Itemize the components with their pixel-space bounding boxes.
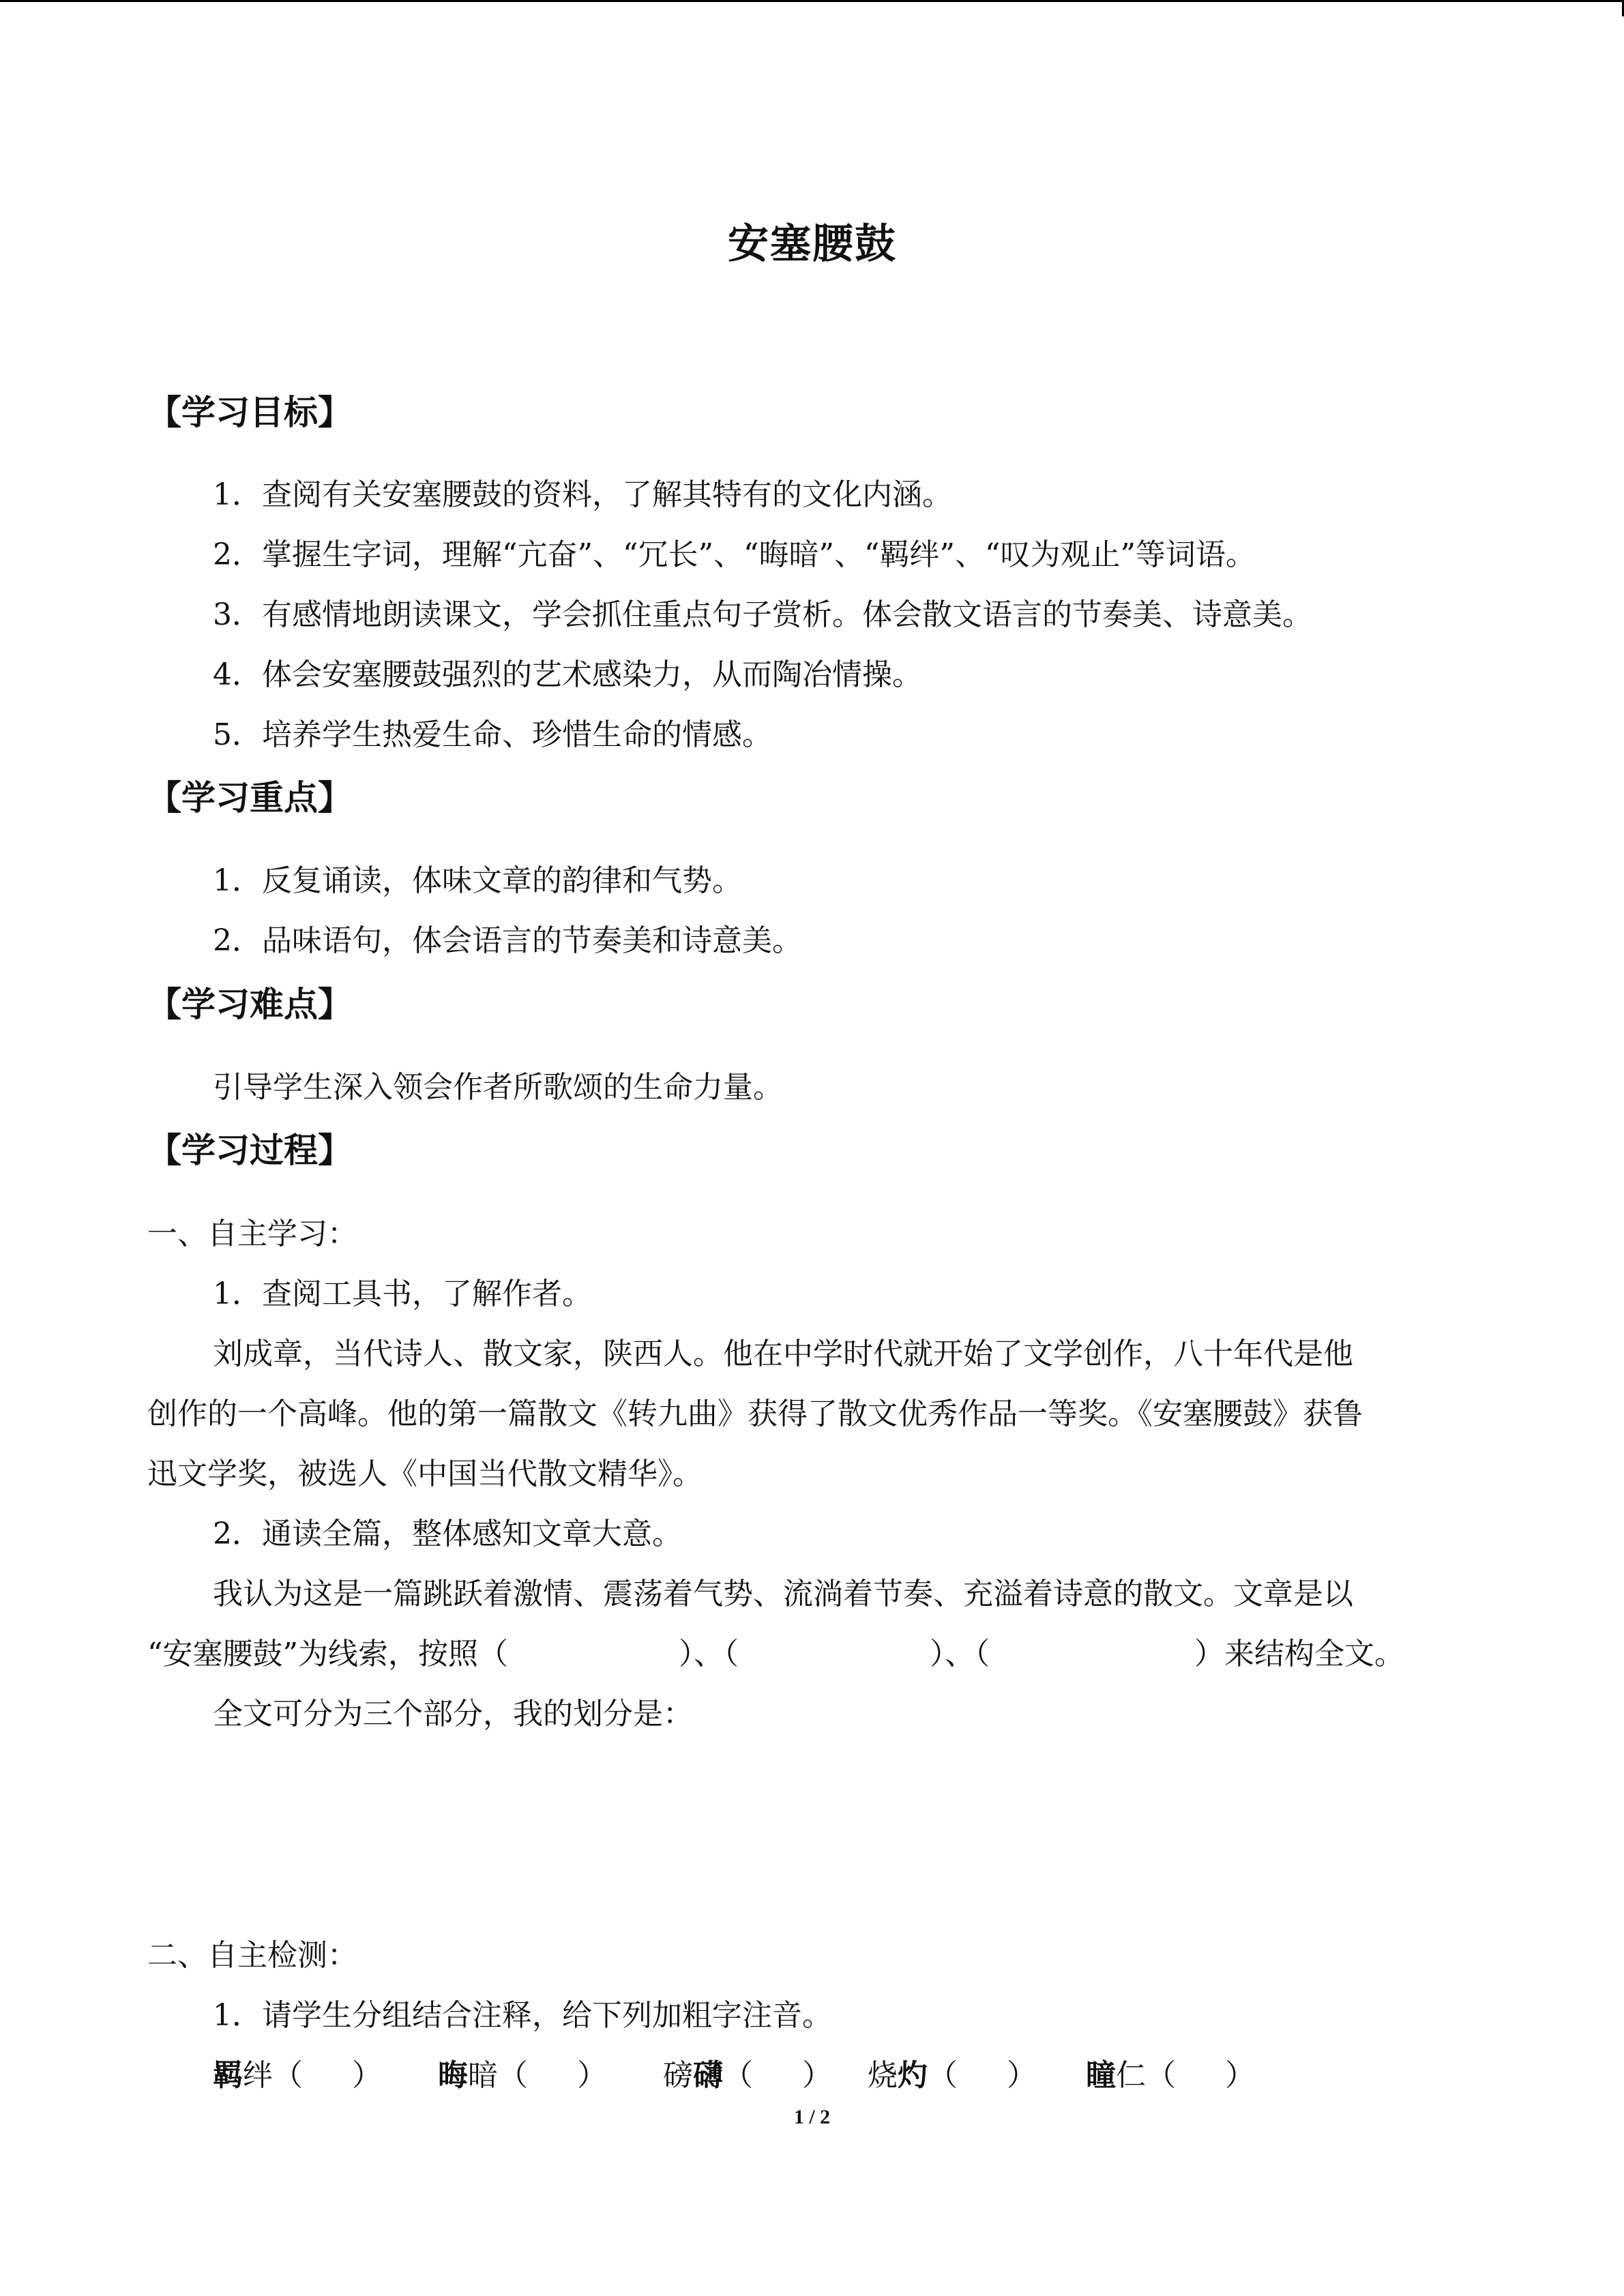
pinyin-word-list <box>213 2055 1255 2096</box>
key-point-item-1: 1．反复诵读，体味文章的韵律和气势。 <box>213 863 742 898</box>
word-close: ） <box>1007 2058 1037 2093</box>
intro-line-2-sep-1: ）、（ <box>679 1637 739 1671</box>
objective-item-2: 2．掌握生字词，理解“亢奋”、“冗长”、“晦暗”、“羁绊”、“叹为观止”等词语。 <box>213 537 1256 572</box>
word-close: ） <box>802 2058 832 2093</box>
word-item-1 <box>213 2055 438 2096</box>
intro-line-1: 我认为这是一篇跳跃着激情、震荡着气势、流淌着节奏、充溢着诗意的散文。文章是以 <box>213 1577 1353 1611</box>
difficulty-text: 引导学生深入领会作者所歌颂的生命力量。 <box>213 1070 783 1105</box>
word-item-4 <box>868 2055 1086 2096</box>
intro-line-2 <box>147 1634 1404 1675</box>
page-number: 1 / 2 <box>793 2106 831 2128</box>
objective-item-3: 3．有感情地朗读课文，学会抓住重点句子赏析。体会散文语言的节奏美、诗意美。 <box>213 597 1312 632</box>
heading-key-points: 【学习重点】 <box>147 778 352 818</box>
bold-char: 瞳 <box>1086 2058 1116 2093</box>
word-pre: 磅 <box>663 2058 693 2093</box>
division-text: 全文可分为三个部分，我的划分是： <box>213 1697 693 1731</box>
check1-text: 1．请学生分组结合注释，给下列加粗字注音。 <box>213 1998 832 2033</box>
word-item-3 <box>663 2055 868 2096</box>
word-rest: 绊（ <box>243 2058 303 2093</box>
word-close: ） <box>352 2058 382 2093</box>
intro-line-2-sep-2: ）、（ <box>930 1637 990 1671</box>
part1-label: 一、自主学习： <box>147 1217 357 1251</box>
word-rest: （ <box>723 2058 753 2093</box>
word-item-2 <box>438 2055 663 2096</box>
word-rest: 仁（ <box>1116 2058 1176 2093</box>
part2-label: 二、自主检测： <box>147 1938 357 1973</box>
objective-item-5: 5．培养学生热爱生命、珍惜生命的情感。 <box>213 717 772 752</box>
heading-process: 【学习过程】 <box>147 1131 352 1170</box>
word-close: ） <box>577 2058 607 2093</box>
author-line-1: 刘成章，当代诗人、散文家，陕西人。他在中学时代就开始了文学创作，八十年代是他 <box>213 1337 1353 1371</box>
word-pre: 烧 <box>868 2058 898 2093</box>
word-rest: 暗（ <box>468 2058 528 2093</box>
word-item-5 <box>1086 2055 1255 2096</box>
objective-item-4: 4．体会安塞腰鼓强烈的艺术感染力，从而陶冶情操。 <box>213 657 922 692</box>
bold-char: 灼 <box>898 2058 928 2093</box>
heading-objectives: 【学习目标】 <box>147 393 352 432</box>
bold-char: 晦 <box>438 2058 468 2093</box>
author-line-2: 创作的一个高峰。他的第一篇散文《转九曲》获得了散文优秀作品一等奖。《安塞腰鼓》获鲁 <box>147 1397 1363 1431</box>
step1-text: 1．查阅工具书，了解作者。 <box>213 1277 592 1311</box>
intro-line-2-start: “安塞腰鼓”为线索，按照（ <box>147 1637 508 1671</box>
key-point-item-2: 2．品味语句，体会语言的节奏美和诗意美。 <box>213 923 802 958</box>
word-close: ） <box>1225 2058 1255 2093</box>
intro-line-2-end: ）来结构全文。 <box>1194 1637 1404 1671</box>
bold-char: 礴 <box>693 2058 723 2093</box>
step2-text: 2．通读全篇，整体感知文章大意。 <box>213 1517 682 1551</box>
bold-char: 羁 <box>213 2058 243 2093</box>
objective-item-1: 1．查阅有关安塞腰鼓的资料，了解其特有的文化内涵。 <box>213 477 952 512</box>
author-line-3: 迅文学奖，被选人《中国当代散文精华》。 <box>147 1457 703 1491</box>
top-border-line <box>0 0 1624 2</box>
heading-difficulty: 【学习难点】 <box>147 985 352 1024</box>
page-title: 安塞腰鼓 <box>728 220 897 268</box>
word-rest: （ <box>928 2058 958 2093</box>
